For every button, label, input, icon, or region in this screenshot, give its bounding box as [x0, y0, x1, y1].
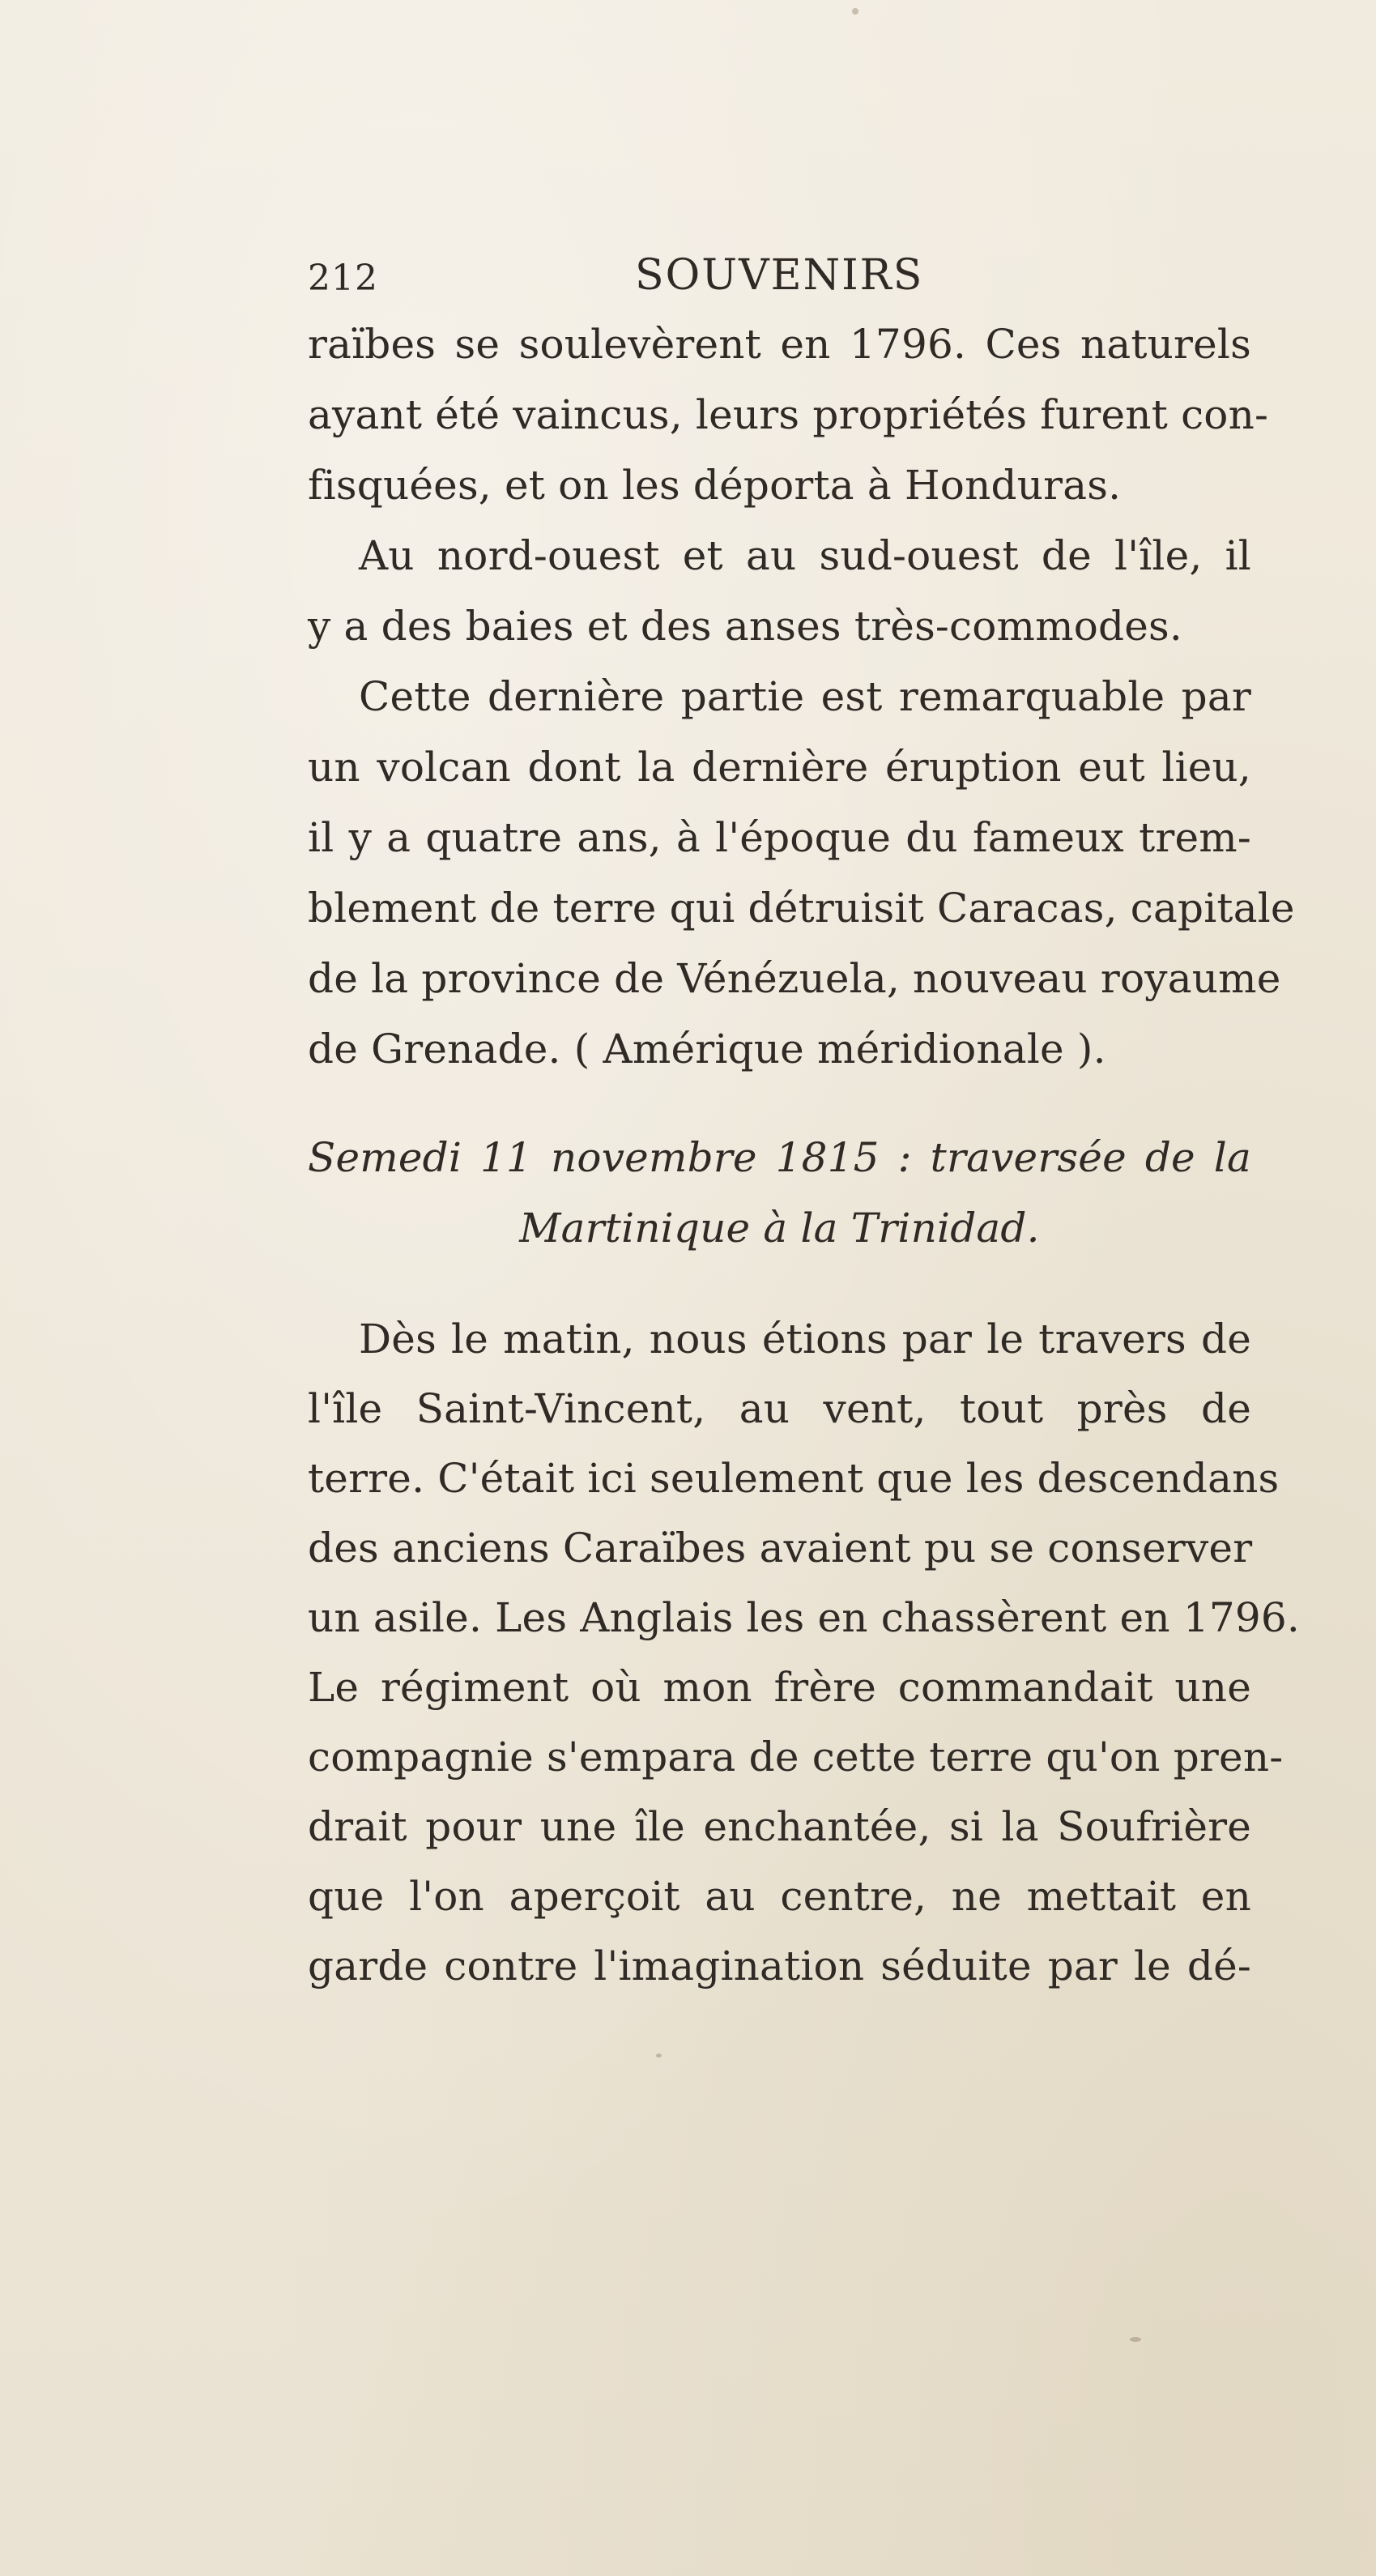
text-line: raïbes se soulevèrent en 1796. Ces naturels	[308, 321, 1251, 368]
text-line: il y a quatre ans, à l'époque du fameux trem-	[308, 814, 1251, 861]
text-line: l'île Saint-Vincent, au vent, tout près de	[308, 1385, 1251, 1432]
text-line: Dès le matin, nous étions par le travers de	[359, 1316, 1251, 1363]
page-number: 212	[308, 258, 378, 299]
section-heading-line-2: Martinique à la Trinidad.	[519, 1205, 1040, 1252]
text-line: ayant été vaincus, leurs propriétés furent con-	[308, 391, 1269, 438]
text-line: Cette dernière partie est remarquable par	[359, 673, 1251, 720]
paper-speck	[852, 8, 858, 15]
text-line: garde contre l'imagination séduite par le dé-	[308, 1943, 1251, 1990]
text-line: Au nord-ouest et au sud-ouest de l'île, il	[359, 532, 1251, 579]
running-title: SOUVENIRS	[635, 251, 924, 300]
section-heading-line-1: Semedi 11 novembre 1815 : traversée de la	[308, 1134, 1251, 1181]
text-line: de la province de Vénézuela, nouveau royaume	[308, 955, 1281, 1002]
text-line: un volcan dont la dernière éruption eut lieu,	[308, 744, 1251, 791]
text-line: blement de terre qui détruisit Caracas, capitale	[308, 885, 1295, 932]
text-line: terre. C'était ici seulement que les descendans	[308, 1455, 1280, 1502]
text-line: un asile. Les Anglais les en chassèrent en 1796.	[308, 1594, 1300, 1641]
text-line: que l'on aperçoit au centre, ne mettait en	[308, 1873, 1251, 1920]
text-line: des anciens Caraïbes avaient pu se conserver	[308, 1525, 1253, 1572]
text-line: drait pour une île enchantée, si la Soufrière	[308, 1803, 1251, 1850]
text-line: fisquées, et on les déporta à Honduras.	[308, 462, 1122, 509]
text-line: compagnie s'empara de cette terre qu'on pren-	[308, 1734, 1284, 1781]
text-line: de Grenade. ( Amérique méridionale ).	[308, 1026, 1106, 1073]
text-line: Le régiment où mon frère commandait une	[308, 1664, 1251, 1711]
text-line: y a des baies et des anses très-commodes.	[308, 603, 1183, 650]
paper-speck	[1130, 2337, 1141, 2342]
paper-speck	[656, 2054, 662, 2058]
